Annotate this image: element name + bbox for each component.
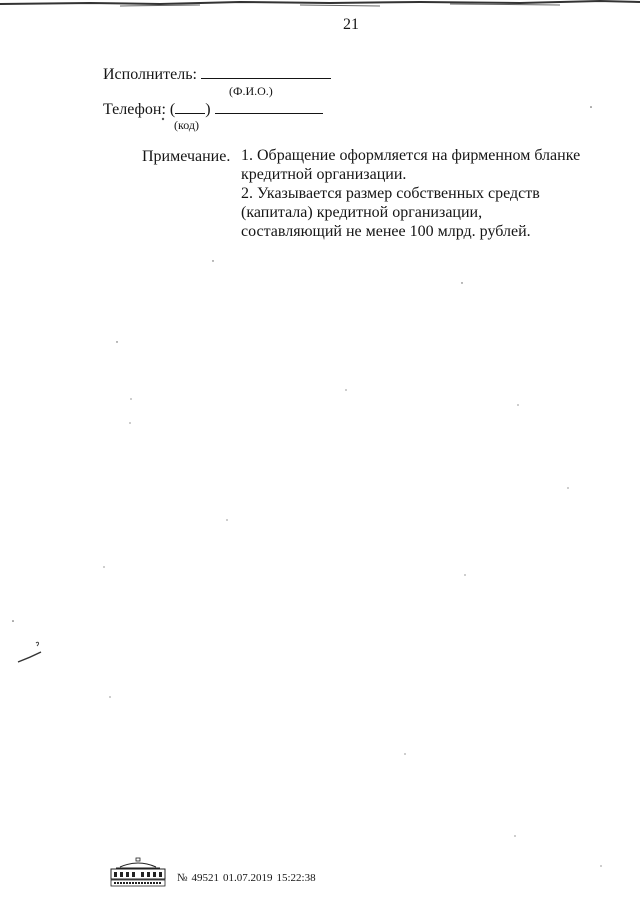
page-number: 21 <box>343 16 359 33</box>
number-sign: № <box>177 872 188 884</box>
executor-caption: (Ф.И.О.) <box>229 84 273 98</box>
note-item-1: 1. Обращение оформляется на фирменном бланке кредитной организации. <box>241 147 581 183</box>
executor-label: Исполнитель: <box>103 66 197 83</box>
registration-number: 49521 <box>191 872 219 884</box>
note-item-2: 2. Указывается размер собственных средств (капитала) кредитной организации, составляющий не менее 100 млрд. рублей. <box>241 185 540 240</box>
registration-stamp <box>177 872 320 884</box>
registration-date: 01.07.2019 <box>223 872 273 884</box>
phone-close-paren: ) <box>205 101 211 118</box>
registry-building-logo <box>110 857 166 887</box>
note-label: Примечание. <box>142 148 231 165</box>
registration-time: 15:22:38 <box>276 872 316 884</box>
phone-code-caption: (код) <box>174 118 199 132</box>
phone-label: Телефон: ( <box>103 101 176 118</box>
